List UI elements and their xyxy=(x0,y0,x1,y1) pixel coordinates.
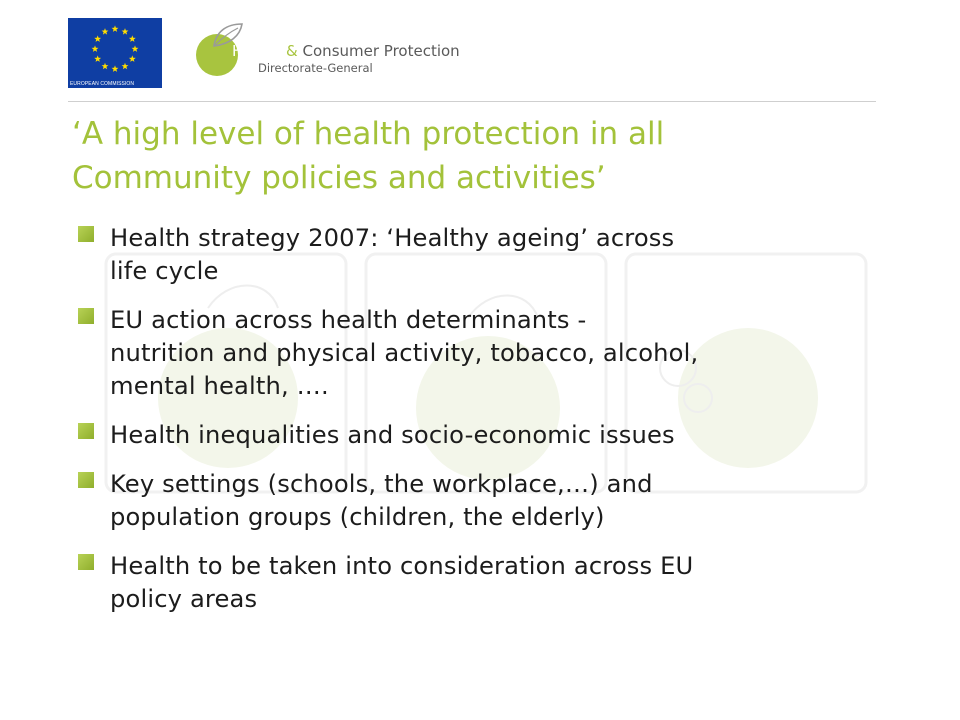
title-line-1: ‘A high level of health protection in all xyxy=(72,116,665,152)
eu-star-icon xyxy=(102,63,109,70)
bullet-square-icon xyxy=(78,472,94,488)
bullet-square-icon xyxy=(78,226,94,242)
bullet-item xyxy=(78,419,888,452)
dg-name xyxy=(232,42,460,60)
european-commission-logo xyxy=(68,18,162,88)
bullet-item xyxy=(78,468,888,534)
bullet-text: Health strategy 2007: ‘Healthy ageing’ across xyxy=(110,224,675,252)
bullet-square-icon xyxy=(78,308,94,324)
eu-star-icon xyxy=(132,45,139,52)
bullet-square-icon xyxy=(78,423,94,439)
bullet-text: life cycle xyxy=(110,257,219,285)
dg-name-health: Health xyxy=(232,42,282,60)
dg-name-consumer: Consumer Protection xyxy=(302,42,460,60)
bullet-square-icon xyxy=(78,554,94,570)
eu-star-icon xyxy=(112,25,119,32)
bullet-text: mental health, …. xyxy=(110,372,329,400)
eu-flag-icon xyxy=(68,18,162,80)
slide-title xyxy=(72,112,872,200)
bullet-text: Key settings (schools, the workplace,…) and xyxy=(110,470,653,498)
eu-star-icon xyxy=(122,63,129,70)
bullet-text: population groups (children, the elderly) xyxy=(110,503,605,531)
bullet-item xyxy=(78,304,888,403)
bullet-text: nutrition and physical activity, tobacco, alcohol, xyxy=(110,339,699,367)
bullet-text: policy areas xyxy=(110,585,258,613)
dg-subtitle: Directorate-General xyxy=(258,61,373,75)
bullet-list xyxy=(78,222,888,632)
eu-star-icon xyxy=(94,35,101,42)
eu-star-icon xyxy=(122,28,129,35)
eu-caption: EUROPEAN COMMISSION xyxy=(68,80,162,88)
eu-star-icon xyxy=(112,65,119,72)
bullet-text: Health to be taken into consideration across EU xyxy=(110,552,694,580)
bullet-item xyxy=(78,550,888,616)
header-divider xyxy=(68,101,876,102)
eu-star-icon xyxy=(92,45,99,52)
dg-sanco-logo xyxy=(196,22,460,78)
dg-name-amp: & xyxy=(286,42,298,60)
eu-star-icon xyxy=(129,35,136,42)
bullet-text: EU action across health determinants - xyxy=(110,306,587,334)
bullet-item xyxy=(78,222,888,288)
title-line-2: Community policies and activities’ xyxy=(72,160,606,196)
bullet-text: Health inequalities and socio-economic issues xyxy=(110,421,675,449)
eu-star-icon xyxy=(102,28,109,35)
eu-star-icon xyxy=(94,55,101,62)
eu-star-icon xyxy=(129,55,136,62)
